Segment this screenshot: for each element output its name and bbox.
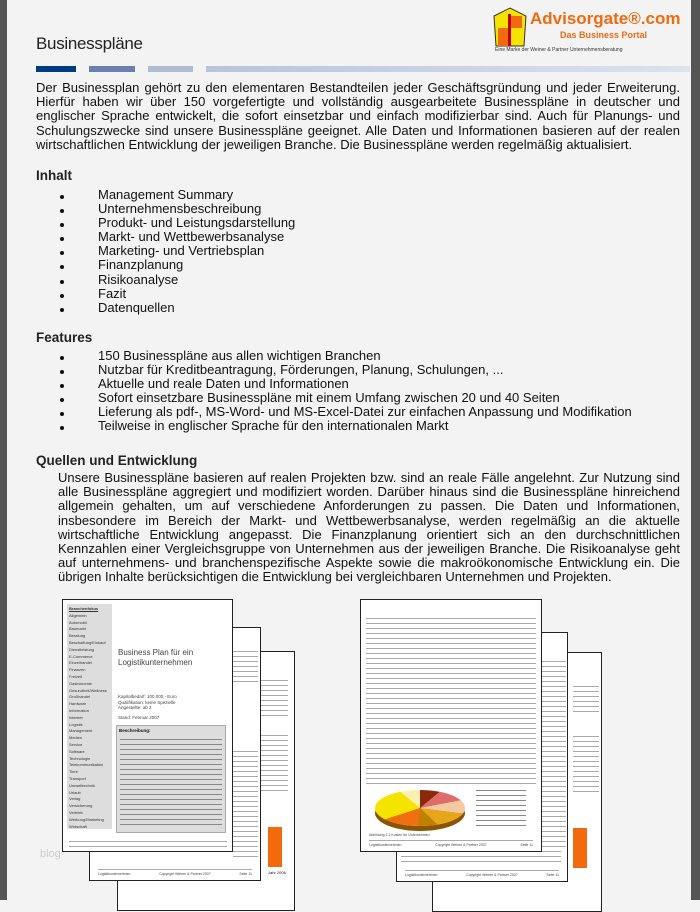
preview-sidebar-item: Werbung/Marketing <box>69 816 104 822</box>
preview-sidebar-item: Versicherung <box>69 803 93 809</box>
quellen-paragraph: Unsere Businesspläne basieren auf realen Projekten bzw. sind an reale Fälle angelehnt. Zur Nutzung sind alle Businesspläne aggregiert und modifiziert worden. Darüber hinaus sind die Businesspläne hinreichend allgemein gehalten, um auf verschiedene Anforderungen zu passen. Die Daten und Informationen, insbesondere im Bereich der Markt- und Wettbewerbsanalyse, werden regelmäßig an die aktuelle wirtschaftliche Entwicklung angepasst. Die Finanzplanung orientiert sich an den durchschnittlichen Kennzahlen einer Vergleichsgruppe von Unternehmen aus der jeweiligen Branche. Die Risikoanalyse geht auf unternehmens- und branchenspezifische Aspekte sowie die makroökonomische Entwicklung ein. Die übrigen Inhalte berücksichtigen die Entwicklung bei vergleichbaren Unternehmen und Projekten. <box>58 470 680 585</box>
preview-sidebar-item: Großhandel <box>69 694 91 700</box>
preview-sidebar-item: Logistik <box>69 721 83 727</box>
chart-caption: Abbildung 1.1 Kosten für Unternehmen <box>369 833 430 837</box>
list-item: Lieferung als pdf-, MS-Word- und MS-Excel-Datei zur einfachen Anpassung und Modifikation <box>60 405 632 419</box>
accent-bar <box>148 66 193 72</box>
preview-sidebar-item: Medien <box>69 735 83 741</box>
preview-page-front <box>62 599 233 852</box>
preview-sidebar-item: Beschaffung/Einkauf <box>69 639 106 645</box>
list-item: Unternehmensbeschreibung <box>60 202 295 216</box>
section-heading-features: Features <box>36 330 93 345</box>
preview-sidebar-item: Tiere <box>69 769 78 775</box>
scrollbar[interactable] <box>691 0 700 900</box>
list-item: Marketing- und Vertriebsplan <box>60 244 295 258</box>
preview-sidebar-item: Finanzen <box>69 667 86 673</box>
preview-sidebar-item: E-Commerce <box>69 653 93 659</box>
preview-page-front <box>360 599 542 852</box>
preview-sidebar-item: Dienstleistung <box>69 646 95 652</box>
preview-sidebar-item: Information <box>69 707 90 713</box>
window-frame-left <box>0 0 7 900</box>
preview-sidebar-item: Telekommunikation <box>69 762 104 768</box>
pie-chart <box>375 790 465 826</box>
inhalt-list <box>60 188 295 315</box>
preview-sidebar-item: Vertrieb <box>69 809 83 815</box>
accent-bar <box>36 66 76 72</box>
preview-sidebar-item: Verlag <box>69 796 81 802</box>
preview-footer: Logistikunternehmen Copyright Weiner & Partner 2007 Seite 11 <box>369 840 533 847</box>
logo-subtitle: Das Business Portal <box>560 30 648 40</box>
list-item: Finanzplanung <box>60 258 295 272</box>
page-title: Businesspläne <box>36 34 143 53</box>
preview-sidebar-item: Transport <box>69 775 86 781</box>
preview-sidebar-item: Umwelttechnik <box>69 782 96 788</box>
preview-sidebar-item: Gesundheit/Wellness <box>69 687 107 693</box>
preview-description-box: Beschreibung: <box>116 725 226 833</box>
list-item: Management Summary <box>60 188 295 202</box>
list-item: Markt- und Wettbewerbsanalyse <box>60 230 295 244</box>
preview-sidebar-item: Service <box>69 741 83 747</box>
preview-sidebar-item: Freizeit <box>69 673 83 679</box>
preview-sidebar-item: Wirtschaft <box>69 823 87 829</box>
list-item: Produkt- und Leistungsdarstellung <box>60 216 295 230</box>
list-item: Datenquellen <box>60 301 295 315</box>
logo-brand: Advisorgate®.com <box>530 9 681 28</box>
preview-sidebar-item: Technologie <box>69 755 91 761</box>
preview-sidebar-item: Allgemein <box>69 612 87 618</box>
preview-sidebar-item: Management <box>69 728 93 734</box>
list-item: Nutzbar für Kreditbeantragung, Förderungen, Planung, Schulungen, ... <box>60 363 632 377</box>
list-item: 150 Businesspläne aus allen wichtigen Branchen <box>60 349 632 363</box>
preview-sidebar-item: Software <box>69 748 85 754</box>
list-item: Risikoanalyse <box>60 273 295 287</box>
preview-sidebar-item: Automobil <box>69 619 87 625</box>
section-heading-inhalt: Inhalt <box>36 168 72 183</box>
accent-bars <box>36 66 690 72</box>
preview-sidebar-item: Internet <box>69 714 83 720</box>
bar-chart-bar <box>573 828 587 868</box>
preview-doc-title: Business Plan für ein Logistikunternehmen <box>118 648 194 667</box>
section-heading-quellen: Quellen und Entwicklung <box>36 453 198 468</box>
preview-meta: Kapitalbedarf: 100.000,- Euro Qualifikation: keine Spezielle Angestellte: ab 2 Stand: Februar 2007 <box>118 694 177 720</box>
preview-footer: Logistikunternehmen Copyright Weiner & Partner 2007 Seite 11 <box>98 869 252 876</box>
logo-gate-icon <box>490 6 530 48</box>
accent-bar <box>206 66 690 72</box>
list-item: Aktuelle und reale Daten und Informationen <box>60 377 632 391</box>
preview-sidebar-item: Beratung <box>69 633 86 639</box>
preview-sidebar: Branchenfokus Allgemein Automobil Baumarkt Beratung Beschaffung/Einkauf Dienstleistung E-Commerce Einzelhandel Finanzen Freizeit Gastronomie Gesundheit/Wellness Großhandel Hardware Information Internet Logistik Management Medien Service Software Technologie Telekommunikation Tiere Transport Umwelttechnik Urlaub Verlag Versicherung Vertrieb Werbung/Marketing Wirtschaft <box>67 604 112 829</box>
watermark: blog <box>40 848 61 860</box>
preview-sidebar-item: Hardware <box>69 701 87 707</box>
advisorgate-logo[interactable] <box>490 4 690 54</box>
logo-tagline: Eine Marke der Weiner & Partner Unternehmensberatung <box>495 47 623 53</box>
preview-footer: Logistikunternehmen Copyright Weiner & Partner 2007 Seite 11 <box>405 870 559 877</box>
features-list <box>60 349 632 434</box>
accent-bar <box>89 66 135 72</box>
list-item: Sofort einsetzbare Businesspläne mit einem Umfang zwischen 20 und 40 Seiten <box>60 391 632 405</box>
intro-paragraph: Der Businessplan gehört zu den elementaren Bestandteilen jeder Geschäftsgründung und jeder Erweiterung. Hierfür haben wir über 150 vorgefertigte und vollständig ausgearbeitete Businesspläne in deutscher und englischer Sprache entwickelt, die sofort einsetzbar und einfach modifizierbar sind. Auch für Planungs- und Schulungszwecke sind unsere Businesspläne geeignet. Alle Daten und Informationen basieren auf der realen wirtschaftlichen Entwicklung der jeweiligen Branche. Die Businesspläne werden regelmäßig aktualisiert. <box>36 80 680 152</box>
preview-sidebar-item: Gastronomie <box>69 680 92 686</box>
bar-chart-bar <box>268 827 282 867</box>
list-item: Fazit <box>60 287 295 301</box>
preview-sidebar-item: Baumarkt <box>69 626 87 632</box>
list-item: Teilweise in englischer Sprache für den internationalen Markt <box>60 419 632 433</box>
bar-label: Jahr 2006 <box>268 870 286 875</box>
preview-sidebar-item: Urlaub <box>69 789 81 795</box>
preview-sidebar-item: Einzelhandel <box>69 660 92 666</box>
